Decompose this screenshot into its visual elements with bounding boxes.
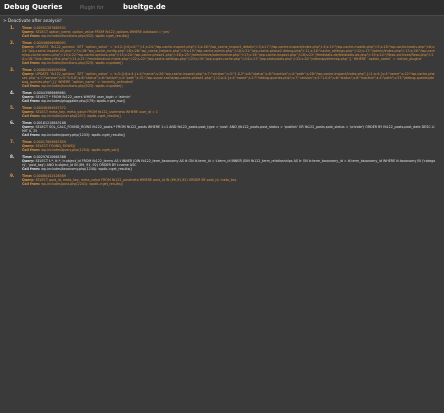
query-number: 9. [10,173,15,178]
query-label: Query: [22,159,35,163]
query-label: Query: [22,72,35,76]
query-number: 6. [10,120,15,125]
query-sql: SELECT post_id, meta_key, meta_value FROM fb122_postmeta WHERE post_id IN (89,91,92) ORDER BY post_id, meta_key [35,178,237,182]
query-number: 8. [10,154,15,159]
query-item [10,105,436,118]
query-time: 0.00297610664368 [33,155,66,159]
time-label: Time: [22,155,33,159]
call-from-label: Call from: [22,99,41,103]
query-label: Query: [22,45,35,49]
query-call-from: wp-includes/query.php(1243): wpdb->get_results() [41,133,126,137]
query-call-from: wp-includes/functions.php(525): wpdb->update() [41,61,123,65]
time-label: Time: [22,68,33,72]
query-item [10,120,436,137]
query-label: Query: [22,95,35,99]
time-label: Time: [22,91,33,95]
query-number: 3. [10,67,15,72]
call-from-label: Call from: [22,84,41,88]
query-list [4,26,436,189]
query-number: 1. [10,25,15,30]
query-number: 2. [10,40,15,45]
time-label: Time: [22,140,33,144]
plugin-subtitle: Plugin for [80,5,104,11]
call-from-label: Call from: [22,61,41,65]
call-from-label: Call from: [22,133,41,137]
call-from-label: Call from: [22,114,41,118]
query-call-from: wp-includes/taxonomy.php(1240): wpdb->get_results() [41,167,132,171]
query-item [10,139,436,152]
query-label: Query: [22,125,35,129]
call-from-label: Call from: [22,34,41,38]
query-item [10,40,436,65]
query-label: Query: [22,110,35,114]
query-sql: UPDATE `fb122_options` SET `option_value` = 'a:12:{i:0;s:0:"";i:1;s:24:"/wp-cache-inspect.php";i:2;s:26:"/wp_cache_inspect_details";i:3;s:17:"/wp-cache-inspect/index.php";i:4;s:15:"/wp-cache-mobile.php";i:5;s:18:"wp-cache-hooks.php";i:6;s:24:"/wp-cache-inspect-v2.php";i:7;s:16:"wp_cache_config.php";i:8;s:26:"wp_cache_helpers.php";i:9;s:19:"/wp-cache-admin.php";i:10;s:31:"/wp-cache-phase2-debug.php";i:11;s:18:"cache_settings.php";i:12;s:17:"/admin/index.php";i:13;s:28:"/wp-cache/wp-cache-menu.php";i:14;s:22:"wp-cache-options.php";i:15;s:20:"/wp-cache-phase1.php";i:16;s:25:"/adminimize/adminimize.php";i:17;s:19:"/wp-cache-inspect.php";i:18;s:22:"/feedstats-de/feedstats-de.php";i:19;s:24:"/flexo-archives/flexo.php";i:20;s:18:"/link-library/link.php";i:21;s:21:"/maintenance-mode.php";i:22;s:22:"/wp-cache-settings.php";i:23;s:19:"/wp-super-cache.php";i:24;s:17:"/wp-stats/stats.php";i:25;s:20:"/sitemap/sitemap.php";}' WHERE `option_name` = 'active_plugins' [22,45,436,61]
query-label: Query: [22,144,35,148]
time-label: Time: [22,174,33,178]
query-time: 0.00048494947572 [33,106,66,110]
plugin-header [0,0,444,16]
query-item [10,173,436,186]
query-sql: SELECT meta_key, meta_value FROM fb122_usermeta WHERE user_id = 1 [35,110,158,114]
call-from-label: Call from: [22,182,41,186]
query-sql: SELECT SQL_CALC_FOUND_ROWS fb122_posts.* FROM fb122_posts WHERE 1=1 AND fb122_posts.post_type = 'post' AND (fb122_posts.post_status = 'publish' OR fb122_posts.post_status = 'private') ORDER BY fb122_posts.post_date DESC LIMIT 0, 25 [22,125,435,133]
deactivate-link[interactable]: > Deactivate after analysis! [3,18,62,23]
query-call-from: wp-includes/post.php(2201): wpdb->get_results() [41,182,124,186]
site-link[interactable]: bueltge.de [123,3,166,11]
query-number: 4. [10,90,15,95]
time-label: Time: [22,41,33,45]
call-from-label: Call from: [22,167,41,171]
time-label: Time: [22,121,33,125]
query-number: 7. [10,139,15,144]
time-label: Time: [22,106,33,110]
page-title: Debug Queries [4,3,63,11]
query-sql: UPDATE `fb122_options` SET `option_value` = 'a:3:{i:0;a:4:{s:4:"name";s:20:"wp-cache-inspect.php";s:7:"version";s:5:"1.0.2";s:6:"status";s:8:"inactive";s:4:"path";s:28:"/wp-cache-inspect/index.php";}i:1;a:4:{s:4:"name";s:22:"wp-cache-phase1.php";s:7:"version";s:5:"0.9.8";s:6:"status";s:6:"active";s:4:"path";s:31:"/wp-super-cache/wp-cache-phase1.php";}i:2;a:4:{s:4:"name";s:17:"debug-queries.php";s:7:"version";s:5:"1.0.0";s:6:"status";s:8:"inactive";s:4:"path";s:33:"/debug-queries/debug_queries.php";}}' WHERE `option_name` = 'recently_activated' [22,72,435,84]
query-call-from: wp-includes/functions.php(525): wpdb->update() [41,84,123,88]
query-call-from: wp-includes/pluggable.php(179): wpdb->get_row() [41,99,126,103]
query-item [10,25,436,38]
query-sql: SELECT t.*, tt.*, tr.object_id FROM fb122_terms AS t INNER JOIN fb122_term_taxonomy AS tt ON tt.term_id = t.term_id INNER JOIN fb122_term_relationships AS tr ON tr.term_taxonomy_id = tt.term_taxonomy_id WHERE tt.taxonomy IN ('category', 'post_tag') AND tr.object_id IN (89, 91, 92) ORDER BY t.name ASC [22,159,436,167]
query-item [10,67,436,88]
query-time: 0.00080442428589 [33,174,66,178]
query-time: 0.00502287669531 [33,26,66,30]
query-call-from: wp-includes/functions.php(452): wpdb->get_results() [41,34,130,38]
query-item [10,90,436,103]
query-time: 0.00017809867859 [33,140,66,144]
query-number: 5. [10,105,15,110]
query-sql: SELECT option_name, option_value FROM fb122_options WHERE autoload = 'yes' [35,30,170,34]
query-time: 0.00043988669861 [33,91,66,95]
query-time: 0.00161218643188 [33,121,66,125]
query-label: Query: [22,178,35,182]
query-call-from: wp-includes/query.php(1254): wpdb->get_var() [41,148,120,152]
query-sql: SELECT FOUND_ROWS() [35,144,76,148]
query-call-from: wp-includes/user.php(257): wpdb->get_results() [41,114,121,118]
query-item [10,154,436,171]
query-label: Query: [22,30,35,34]
time-label: Time: [22,26,33,30]
query-time: 0.00062509059906 [33,68,66,72]
query-time: 0.00046896986091 [33,41,66,45]
call-from-label: Call from: [22,148,41,152]
query-sql: SELECT * FROM fb122_users WHERE user_login = 'admin' [35,95,131,99]
